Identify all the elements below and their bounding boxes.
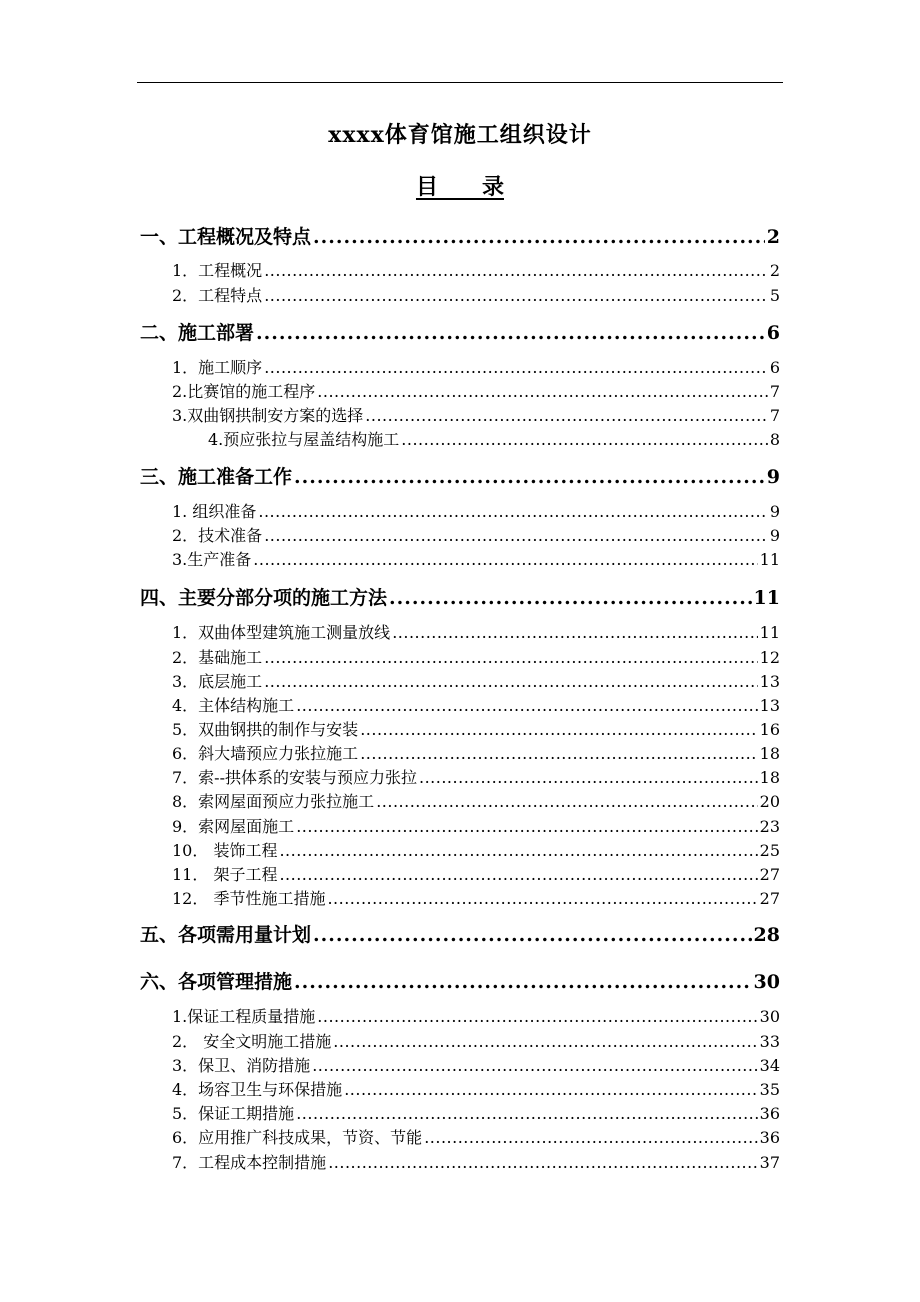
toc-subsection-entry[interactable] [172,862,780,885]
toc-dot-leader [424,1128,757,1147]
toc-page-number: 25 [759,841,780,860]
toc-dot-leader [317,1007,757,1026]
toc-entry-label: 7．工程成本控制措施 [172,1153,327,1172]
toc-dot-leader [376,792,757,811]
toc-entry-label: 11． 架子工程 [172,865,278,884]
toc-page-number: 18 [759,768,780,787]
toc-subsection-entry[interactable] [172,765,780,788]
toc-subsection-entry[interactable] [172,1004,780,1027]
toc-dot-leader [317,382,768,401]
toc-dot-leader [264,358,768,377]
toc-page-number: 35 [759,1080,780,1099]
toc-dot-leader [327,889,757,908]
toc-page-number: 12 [759,648,780,667]
toc-subsection-entry[interactable] [172,1053,780,1076]
toc-page-number: 11 [753,587,780,609]
toc-entry-label: 2．基础施工 [172,648,263,667]
toc-subsection-entry[interactable] [172,645,780,668]
toc-page-number: 8 [769,430,780,449]
toc-entry-label: 3．保卫、消防措施 [172,1056,311,1075]
toc-page-number: 16 [759,720,780,739]
toc-dot-leader [389,587,752,609]
toc-heading-text: 目 录 [415,174,504,200]
toc-page-number: 28 [753,924,780,946]
toc-page-number: 20 [759,792,780,811]
toc-page-number: 9 [766,466,780,488]
toc-dot-leader [258,502,767,521]
toc-dot-leader [344,1080,757,1099]
toc-page-number: 13 [759,696,780,715]
toc-entry-label: 2． 安全文明施工措施 [172,1032,332,1051]
toc-page-number: 9 [769,502,780,521]
toc-section-entry[interactable] [140,583,780,610]
toc-subsection-entry[interactable] [172,403,780,426]
toc-page-number: 30 [753,971,780,993]
toc-entry-label: 5．保证工期措施 [172,1104,295,1123]
toc-page-number: 2 [766,226,780,248]
toc-subsection-entry[interactable] [172,1029,780,1052]
toc-page-number: 18 [759,744,780,763]
toc-page-number: 27 [759,889,780,908]
toc-subsection-entry[interactable] [172,669,780,692]
toc-subsection-entry[interactable] [208,427,780,450]
toc-entry-label: 7．索--拱体系的安装与预应力张拉 [172,768,417,787]
toc-entry-label: 4．主体结构施工 [172,696,295,715]
toc-dot-leader [296,696,757,715]
toc-subsection-entry[interactable] [172,379,780,402]
toc-dot-leader [313,924,752,946]
toc-dot-leader [365,406,768,425]
toc-subsection-entry[interactable] [172,547,780,570]
toc-entry-label: 3．底层施工 [172,672,263,691]
toc-entry-label: 9．索网屋面施工 [172,817,295,836]
toc-page-number: 5 [769,286,780,305]
toc-dot-leader [256,322,765,344]
toc-entry-label: 12． 季节性施工措施 [172,889,326,908]
toc-dot-leader [279,865,757,884]
toc-dot-leader [294,971,752,993]
toc-subsection-entry[interactable] [172,283,780,306]
toc-dot-leader [392,623,757,642]
toc-dot-leader [264,261,768,280]
toc-page-number: 2 [769,261,780,280]
toc-entry-label: 2.比赛馆的施工程序 [172,382,316,401]
toc-entry-label: 6．斜大墙预应力张拉施工 [172,744,359,763]
toc-section-entry[interactable] [140,462,780,489]
toc-entry-label: 五、各项需用量计划 [140,924,312,946]
toc-page-number: 34 [759,1056,780,1075]
toc-dot-leader [401,430,768,449]
toc-dot-leader [264,526,768,545]
toc-subsection-entry[interactable] [172,741,780,764]
toc-page-number: 23 [759,817,780,836]
toc-subsection-entry[interactable] [172,523,780,546]
toc-dot-leader [279,841,757,860]
toc-entry-label: 1．施工顺序 [172,358,263,377]
toc-page-number: 11 [759,623,780,642]
toc-entry-label: 1．双曲体型建筑施工测量放线 [172,623,391,642]
toc-page-number: 6 [766,322,780,344]
toc-subsection-entry[interactable] [172,1150,780,1173]
toc-entry-label: 1．工程概况 [172,261,263,280]
toc-entry-label: 三、施工准备工作 [140,466,293,488]
toc-entry-label: 四、主要分部分项的施工方法 [140,587,388,609]
toc-entry-label: 3.双曲钢拱制安方案的选择 [172,406,364,425]
toc-entry-label: 5．双曲钢拱的制作与安装 [172,720,359,739]
toc-entry-label: 六、各项管理措施 [140,971,293,993]
toc-subsection-entry[interactable] [172,789,780,812]
toc-subsection-entry[interactable] [172,693,780,716]
toc-page-number: 11 [759,550,780,569]
toc-subsection-entry[interactable] [172,886,780,909]
toc-section-entry[interactable] [140,318,780,345]
toc-entry-label: 10． 装饰工程 [172,841,278,860]
toc-page-number: 6 [769,358,780,377]
toc-entry-label: 2．工程特点 [172,286,263,305]
toc-section-entry[interactable] [140,920,780,947]
toc-subsection-entry[interactable] [172,814,780,837]
toc-entry-label: 4.预应张拉与屋盖结构施工 [208,430,400,449]
toc-page-number: 33 [759,1032,780,1051]
toc-page-number: 36 [759,1128,780,1147]
toc-page-number: 37 [759,1153,780,1172]
toc-dot-leader [360,720,757,739]
toc-dot-leader [312,1056,757,1075]
toc-dot-leader [264,648,757,667]
toc-dot-leader [264,672,757,691]
toc-entry-label: 二、施工部署 [140,322,255,344]
toc-entry-label: 一、工程概况及特点 [140,226,312,248]
toc-entry-label: 8．索网屋面预应力张拉施工 [172,792,375,811]
toc-dot-leader [333,1032,757,1051]
toc-page-number: 36 [759,1104,780,1123]
toc-entry-label: 4．场容卫生与环保措施 [172,1080,343,1099]
toc-dot-leader [313,226,765,248]
toc-entry-label: 1.保证工程质量措施 [172,1007,316,1026]
toc-subsection-entry[interactable] [172,838,780,861]
toc-subsection-entry[interactable] [172,620,780,643]
toc-dot-leader [296,817,757,836]
toc-entry-label: 3.生产准备 [172,550,252,569]
toc-entry-label: 1. 组织准备 [172,502,257,521]
toc-subsection-entry[interactable] [172,258,780,281]
toc-section-entry[interactable] [140,222,780,249]
toc-subsection-entry[interactable] [172,1077,780,1100]
toc-section-entry[interactable] [140,967,780,994]
toc-page-number: 7 [769,406,780,425]
toc-entry-label: 2．技术准备 [172,526,263,545]
document-title: xxxx体育馆施工组织设计 [328,122,592,148]
toc-page-number: 9 [769,526,780,545]
toc-dot-leader [296,1104,757,1123]
toc-subsection-entry[interactable] [172,717,780,740]
toc-page-number: 30 [759,1007,780,1026]
toc-subsection-entry[interactable] [172,499,780,522]
toc-page-number: 13 [759,672,780,691]
toc-dot-leader [419,768,758,787]
toc-dot-leader [264,286,768,305]
toc-subsection-entry[interactable] [172,355,780,378]
toc-subsection-entry[interactable] [172,1125,780,1148]
toc-entry-label: 6．应用推广科技成果，节资、节能 [172,1128,423,1147]
toc-page-number: 27 [759,865,780,884]
toc-subsection-entry[interactable] [172,1101,780,1124]
toc-dot-leader [360,744,757,763]
toc-dot-leader [253,550,757,569]
toc-dot-leader [294,466,765,488]
toc-page-number: 7 [769,382,780,401]
toc-dot-leader [328,1153,757,1172]
